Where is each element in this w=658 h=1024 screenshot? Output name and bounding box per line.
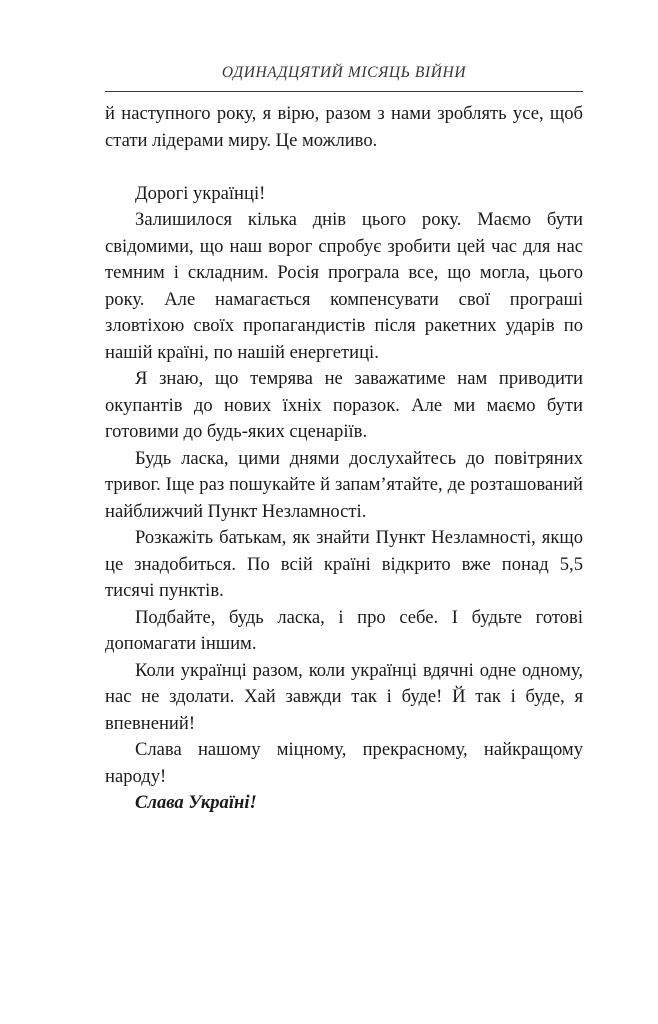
paragraph-continuation: й наступного року, я вірю, разом з нами зроблять усе, щоб стати лідерами миру. Це можливо.	[105, 103, 583, 151]
body-text	[105, 101, 583, 817]
paragraph: Залишилося кілька днів цього року. Маємо бути свідомими, що наш ворог спробує зробити цей час для нас темним і складним. Росія програла все, що могла, цього року. Але намагається компенсувати свої програші зловтіхою своїх пропагандистів після ракетних ударів по нашій країні, по нашій енергетиці.	[105, 209, 583, 363]
paragraph: Коли українці разом, коли українці вдячні одне одному, нас не здолати. Хай завжди так і буде! Й так і буде, я впевнений!	[105, 659, 583, 734]
paragraph: Подбайте, будь ласка, і про себе. І будьте готові допомагати іншим.	[105, 606, 583, 654]
paragraph: Я знаю, що темрява не заважатиме нам приводити окупантів до нових їхніх поразок. Але ми маємо бути готовими до будь-яких сценаріїв.	[105, 368, 583, 442]
running-head: ОДИНАДЦЯТИЙ МІСЯЦЬ ВІЙНИ	[221, 64, 467, 81]
paragraph: Слава нашому міцному, прекрасному, найкращому народу!	[105, 739, 583, 787]
paragraph: Розкажіть батькам, як знайти Пункт Незламності, якщо це знадобиться. По всій країні відкрито вже понад 5,5 тисячі пунктів.	[105, 527, 583, 601]
closing-slogan: Слава Україні!	[135, 792, 257, 813]
paragraph-greeting: Дорогі українці!	[135, 182, 266, 204]
header-rule	[105, 91, 583, 92]
paragraph: Будь ласка, цими днями дослухайтесь до повітряних тривог. Іще раз пошукайте й запам’ятайте, де розташований найближчий Пункт Незламності.	[105, 447, 583, 522]
